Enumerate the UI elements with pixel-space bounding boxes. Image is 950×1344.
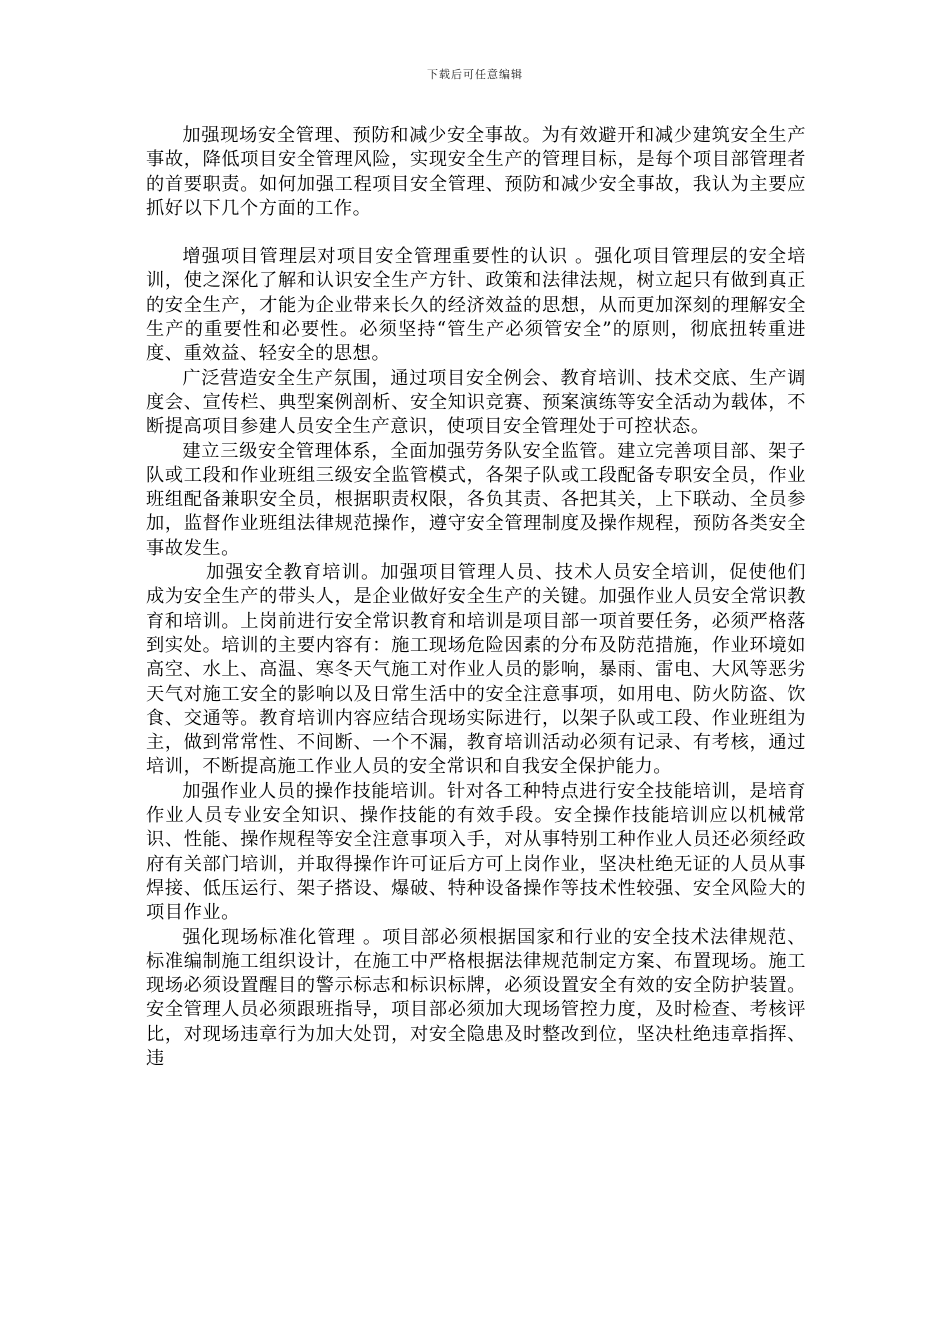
paragraph-safety-education: 加强安全教育培训。加强项目管理人员、技术人员安全培训，促使他们成为安全生产的带头人，是企业做好安全生产的关键。加强作业人员安全常识教育和培训。上岗前进行安全常识教育和培训是项目部一项首要任务，必须严格落到实处。培训的主要内容有：施工现场危险因素的分布及防范措施，作业环境如高空、水上、高温、寒冬天气施工对作业人员的影响，暴雨、雷电、大风等恶劣天气对施工安全的影响以及日常生活中的安全注意事项，如用电、防火防盗、饮食、交通等。教育培训内容应结合现场实际进行，以架子队或工段、作业班组为主，做到常常性、不间断、一个不漏，教育培训活动必须有记录、有考核，通过培训，不断提高施工作业人员的安全常识和自我安全保护能力。	[146, 562, 806, 778]
page-header: 下载后可任意编辑	[427, 68, 523, 81]
paragraph-safety-atmosphere: 广泛营造安全生产氛围，通过项目安全例会、教育培训、技术交底、生产调度会、宣传栏、典型案例剖析、安全知识竞赛、预案演练等安全活动为载体，不断提高项目参建人员安全生产意识，使项目安全管理处于可控状态。	[146, 367, 806, 438]
paragraph-management-awareness: 增强项目管理层对项目安全管理重要性的认识 。强化项目管理层的安全培训，使之深化了解和认识安全生产方针、政策和法律法规，树立起只有做到真正的安全生产，才能为企业带来长久的经济效益的思想，从而更加深刻的理解安全生产的重要性和必要性。必须坚持“管生产必须管安全”的原则，彻底扭转重进度、重效益、轻安全的思想。	[146, 246, 806, 365]
document-body	[146, 124, 806, 1071]
paragraph-intro: 加强现场安全管理、预防和减少安全事故。为有效避开和减少建筑安全生产事故，降低项目安全管理风险，实现安全生产的管理目标，是每个项目部管理者的首要职责。如何加强工程项目安全管理、预防和减少安全事故，我认为主要应抓好以下几个方面的工作。	[146, 125, 806, 219]
paragraph-three-level-system: 建立三级安全管理体系，全面加强劳务队安全监管。建立完善项目部、架子队或工段和作业班组三级安全监管模式，各架子队或工段配备专职安全员，作业班组配备兼职安全员，根据职责权限，各负其责、各把其关，上下联动、全员参加，监督作业班组法律规范操作，遵守安全管理制度及操作规程，预防各类安全事故发生。	[146, 440, 806, 559]
paragraph-skill-training: 加强作业人员的操作技能培训。针对各工种特点进行安全技能培训，是培育作业人员专业安全知识、操作技能的有效手段。安全操作技能培训应以机械常识、性能、操作规程等安全注意事项入手，对从事特别工种作业人员还必须经政府有关部门培训，并取得操作许可证后方可上岗作业，坚决杜绝无证的人员从事焊接、低压运行、架子搭设、爆破、特种设备操作等技术性较强、安全风险大的项目作业。	[146, 780, 806, 924]
paragraph-site-standardization: 强化现场标准化管理 。项目部必须根据国家和行业的安全技术法律规范、标准编制施工组织设计，在施工中严格根据法律规范制定方案、布置现场。施工现场必须设置醒目的警示标志和标识标牌，必须设置安全有效的安全防护装置。安全管理人员必须跟班指导，项目部必须加大现场管控力度，及时检查、考核评比，对现场违章行为加大处罚，对安全隐患及时整改到位，坚决杜绝违章指挥、违	[146, 926, 806, 1069]
